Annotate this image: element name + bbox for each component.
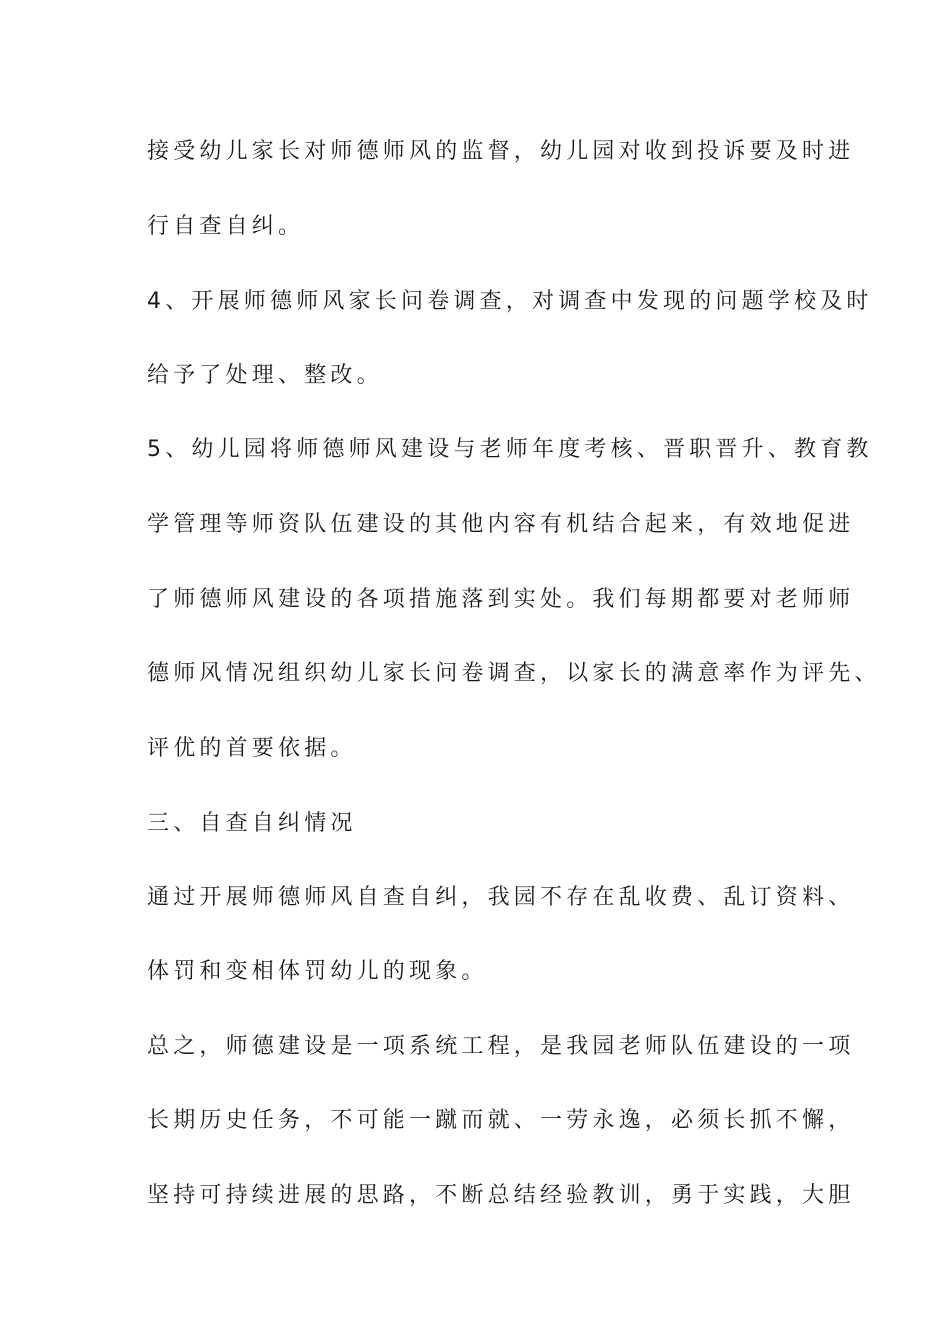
text-line: 行自查自纠。 bbox=[147, 214, 305, 239]
text-line: 评优的首要依据。 bbox=[147, 736, 357, 761]
text-line: 长期历史任务，不可能一蹴而就、一劳永逸，必须长抓不懈， bbox=[147, 1108, 855, 1133]
text-line: 通过开展师德师风自查自纠，我园不存在乱收费、乱订资料、 bbox=[147, 885, 855, 910]
text-line: 接受幼儿家长对师德师风的监督，幼儿园对收到投诉要及时进 bbox=[147, 139, 855, 164]
text-line: 5、幼儿园将师德师风建设与老师年度考核、晋职晋升、教育教 bbox=[147, 437, 873, 462]
text-line: 总之，师德建设是一项系统工程，是我园老师队伍建设的一项 bbox=[147, 1034, 855, 1059]
text-line: 给予了处理、整改。 bbox=[147, 363, 383, 388]
section-heading: 三、自查自纠情况 bbox=[147, 811, 357, 836]
text-line: 4、开展师德师风家长问卷调查，对调查中发现的问题学校及时 bbox=[147, 289, 873, 314]
text-line: 坚持可持续进展的思路，不断总结经验教训，勇于实践，大胆 bbox=[147, 1183, 855, 1208]
text-line: 了师德师风建设的各项措施落到实处。我们每期都要对老师师 bbox=[147, 587, 855, 612]
text-line: 体罚和变相体罚幼儿的现象。 bbox=[147, 959, 488, 984]
text-line: 学管理等师资队伍建设的其他内容有机结合起来，有效地促进 bbox=[147, 512, 855, 537]
text-line: 德师风情况组织幼儿家长问卷调查，以家长的满意率作为评先、 bbox=[147, 661, 881, 686]
